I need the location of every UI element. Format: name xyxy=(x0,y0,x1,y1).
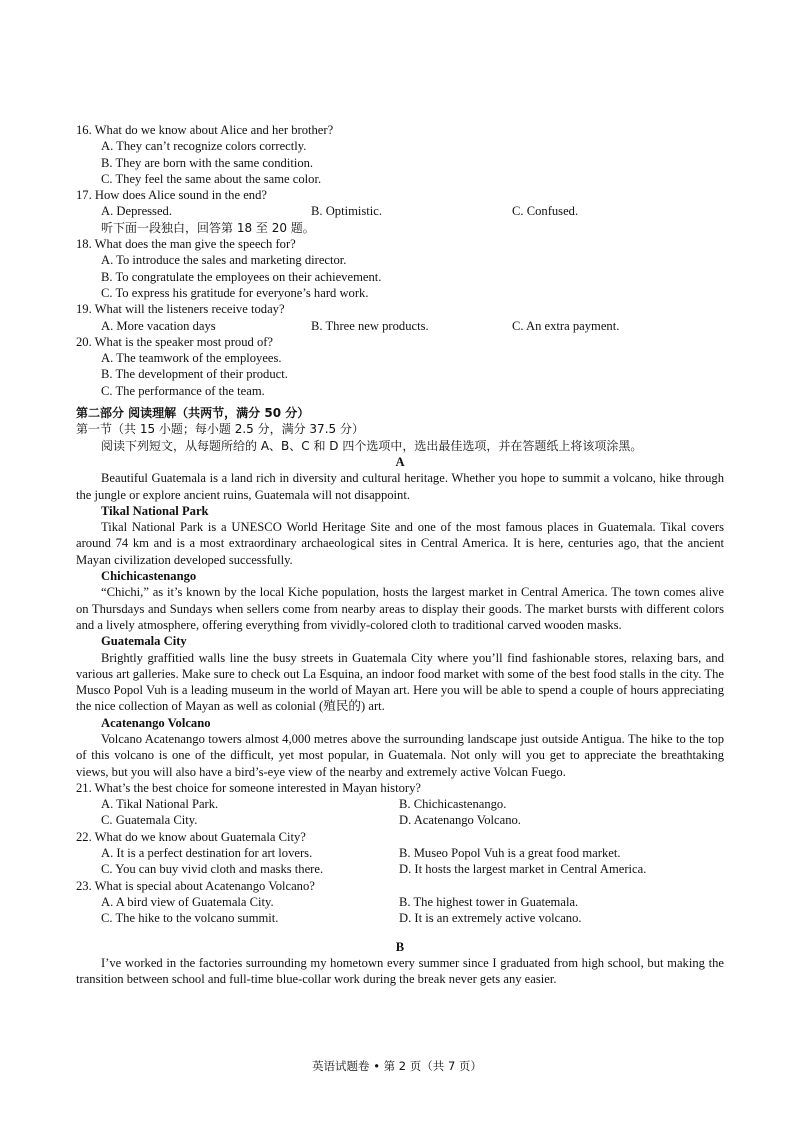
section-instruction: 阅读下列短文，从每题所给的 A、B、C 和 D 四个选项中，选出最佳选项，并在答题纸上将该项涂黑。 xyxy=(101,438,643,453)
options-row xyxy=(76,812,724,828)
passage-letter: A xyxy=(395,454,405,469)
option-b: B. The development of their product. xyxy=(101,367,288,382)
option-d: D. It hosts the largest market in Central America. xyxy=(399,862,647,877)
passage-letter: B xyxy=(395,939,405,954)
question-22 xyxy=(76,829,724,878)
option-b: B. Museo Popol Vuh is a great food market. xyxy=(399,846,621,861)
option-a: A. Depressed. xyxy=(101,204,172,219)
option-b: B. To congratulate the employees on their achievement. xyxy=(101,269,382,284)
option-a: A. A bird view of Guatemala City. xyxy=(101,894,274,909)
options-row xyxy=(76,910,724,926)
passage-paragraph: Tikal National Park is a UNESCO World Heritage Site and one of the most famous places in Guatemala. Tikal covers around 74 km and is a most extraordinary archaeological sites in Central America. It is here, centuries ago, that the ancient Mayan civilization developed successfully. xyxy=(76,520,724,567)
part-title: 第二部分 阅读理解（共两节，满分 50 分） xyxy=(76,406,310,421)
option-d: D. Acatenango Volcano. xyxy=(399,813,521,828)
question-stem: 22. What do we know about Guatemala City? xyxy=(76,829,306,844)
option-a: A. To introduce the sales and marketing director. xyxy=(101,253,347,268)
option-b: B. Three new products. xyxy=(311,318,429,333)
question-16 xyxy=(76,122,724,187)
option-a: A. The teamwork of the employees. xyxy=(101,351,282,366)
question-stem: 19. What will the listeners receive today? xyxy=(76,302,285,317)
option-a: A. More vacation days xyxy=(101,318,216,333)
option-c: C. Confused. xyxy=(512,204,579,219)
listening-instruction: 听下面一段独白，回答第 18 至 20 题。 xyxy=(101,220,315,235)
option-b: B. They are born with the same condition. xyxy=(101,155,314,170)
options-row xyxy=(76,796,724,812)
options-row xyxy=(76,845,724,861)
question-21 xyxy=(76,780,724,829)
option-c: C. To express his gratitude for everyone’s hard work. xyxy=(101,285,369,300)
section-title: 第一节（共 15 小题；每小题 2.5 分，满分 37.5 分） xyxy=(76,422,364,437)
option-a: A. It is a perfect destination for art lovers. xyxy=(101,846,313,861)
option-c: C. The performance of the team. xyxy=(101,383,265,398)
option-b: B. The highest tower in Guatemala. xyxy=(399,894,579,909)
option-c: C. You can buy vivid cloth and masks there. xyxy=(101,862,324,877)
question-stem: 21. What’s the best choice for someone interested in Mayan history? xyxy=(76,780,421,795)
passage-paragraph: Brightly graffitied walls line the busy streets in Guatemala City where you’ll find fashionable stores, relaxing bars, and various art galleries. Make sure to check out La Esquina, an indoor food market with some of the best food stalls in the city. The Musco Popol Vuh is a leading museum in the world of Mayan art. Here you will be able to spend a couple of hours appreciating the nice collection of Mayan as well as colonial (殖民的) art. xyxy=(76,650,724,714)
question-20 xyxy=(76,334,724,399)
question-23 xyxy=(76,878,724,927)
option-b: B. Optimistic. xyxy=(311,204,383,219)
question-19 xyxy=(76,301,724,334)
page-footer: 英语试题卷 • 第 2 页（共 7 页） xyxy=(312,1059,482,1073)
option-b: B. Chichicastenango. xyxy=(399,797,507,812)
question-stem: 23. What is special about Acatenango Volcano? xyxy=(76,878,315,893)
question-stem: 20. What is the speaker most proud of? xyxy=(76,334,274,349)
option-a: A. They can’t recognize colors correctly. xyxy=(101,139,307,154)
option-d: D. It is an extremely active volcano. xyxy=(399,911,582,926)
passage-heading: Chichicastenango xyxy=(101,569,197,584)
passage-paragraph: Volcano Acatenango towers almost 4,000 metres above the surrounding landscape just outside Antigua. The hike to the top of this volcano is one of the difficult, yet most popular, in Guatemala. Not only will you get to appreciate the breathtaking views, but you will also have a bird’s-eye view of the nearby and extremely active Volcan Fuego. xyxy=(76,731,724,779)
passage-heading: Tikal National Park xyxy=(101,503,209,518)
options-row xyxy=(76,861,724,877)
passage-intro: Beautiful Guatemala is a land rich in diversity and cultural heritage. Whether you hope to summit a volcano, hike through the jungle or explore ancient ruins, Guatemala will not disappoint. xyxy=(76,471,724,502)
options-row xyxy=(76,203,724,219)
question-stem: 16. What do we know about Alice and her brother? xyxy=(76,123,334,137)
options-row xyxy=(76,318,724,334)
option-c: C. They feel the same about the same color. xyxy=(101,171,322,186)
option-c: C. An extra payment. xyxy=(512,318,620,333)
question-18 xyxy=(76,236,724,301)
question-stem: 17. How does Alice sound in the end? xyxy=(76,188,267,203)
passage-heading: Guatemala City xyxy=(101,634,187,649)
passage-paragraph: I’ve worked in the factories surrounding my hometown every summer since I graduated from high school, but making the transition between school and full-time blue-collar work during the break never gets any easier. xyxy=(76,955,724,987)
passage-paragraph: “Chichi,” as it’s known by the local Kiche population, hosts the largest market in Central America. The town comes alive on Thursdays and Sundays when sellers come from nearby areas to display their goods. The market bursts with different colors and a lively atmosphere, offering everything from vividly-colored cloth to traditional carved wooden masks. xyxy=(76,585,724,632)
option-c: C. The hike to the volcano summit. xyxy=(101,911,279,926)
exam-page xyxy=(76,122,724,987)
question-stem: 18. What does the man give the speech for? xyxy=(76,237,296,252)
question-17 xyxy=(76,187,724,220)
options-row xyxy=(76,894,724,910)
option-c: C. Guatemala City. xyxy=(101,813,198,828)
passage-heading: Acatenango Volcano xyxy=(101,715,211,730)
option-a: A. Tikal National Park. xyxy=(101,797,219,812)
